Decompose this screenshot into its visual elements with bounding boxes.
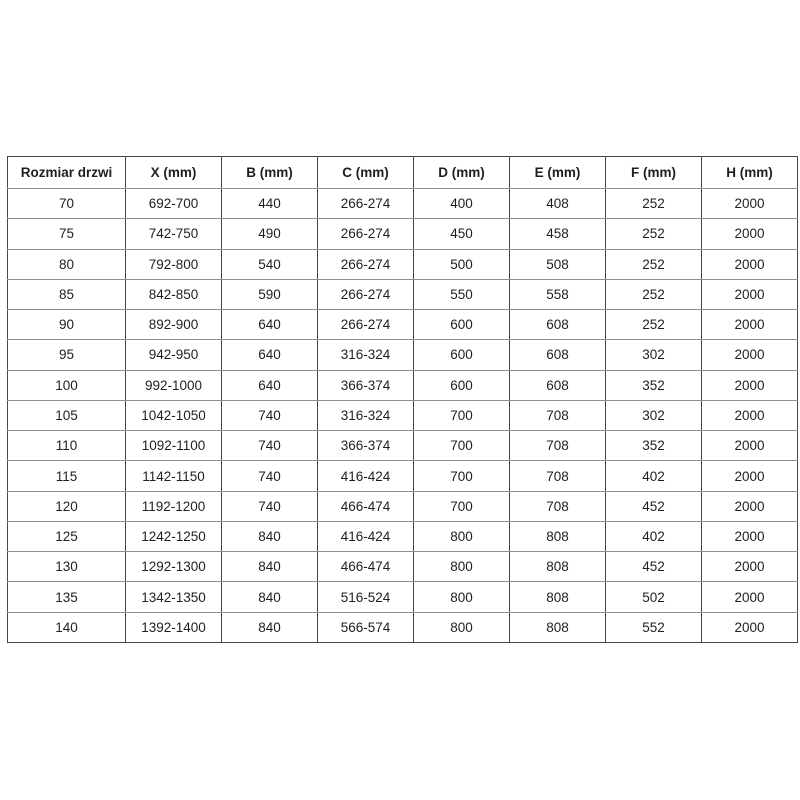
cell-e-mm: 558 — [510, 279, 606, 309]
cell-e-mm: 408 — [510, 189, 606, 219]
cell-x-mm: 1242-1250 — [126, 521, 222, 551]
cell-c-mm: 266-274 — [318, 249, 414, 279]
cell-d-mm: 800 — [414, 582, 510, 612]
table-row — [8, 370, 798, 400]
column-header-b-mm: B (mm) — [222, 157, 318, 189]
cell-d-mm: 800 — [414, 521, 510, 551]
cell-x-mm: 892-900 — [126, 310, 222, 340]
table-row — [8, 400, 798, 430]
cell-d-mm: 500 — [414, 249, 510, 279]
cell-e-mm: 808 — [510, 521, 606, 551]
cell-h-mm: 2000 — [702, 249, 798, 279]
column-header-x-mm: X (mm) — [126, 157, 222, 189]
table-row — [8, 491, 798, 521]
cell-e-mm: 608 — [510, 370, 606, 400]
cell-d-mm: 700 — [414, 491, 510, 521]
cell-rozmiar-drzwi: 75 — [8, 219, 126, 249]
cell-f-mm: 352 — [606, 431, 702, 461]
cell-x-mm: 842-850 — [126, 279, 222, 309]
cell-f-mm: 302 — [606, 400, 702, 430]
column-header-d-mm: D (mm) — [414, 157, 510, 189]
cell-e-mm: 808 — [510, 582, 606, 612]
cell-f-mm: 302 — [606, 340, 702, 370]
cell-f-mm: 252 — [606, 279, 702, 309]
cell-c-mm: 266-274 — [318, 189, 414, 219]
cell-b-mm: 540 — [222, 249, 318, 279]
cell-c-mm: 366-374 — [318, 431, 414, 461]
cell-h-mm: 2000 — [702, 521, 798, 551]
cell-h-mm: 2000 — [702, 582, 798, 612]
cell-x-mm: 1092-1100 — [126, 431, 222, 461]
cell-h-mm: 2000 — [702, 612, 798, 642]
cell-rozmiar-drzwi: 85 — [8, 279, 126, 309]
cell-e-mm: 708 — [510, 431, 606, 461]
cell-e-mm: 708 — [510, 400, 606, 430]
cell-x-mm: 1142-1150 — [126, 461, 222, 491]
cell-c-mm: 316-324 — [318, 400, 414, 430]
cell-f-mm: 502 — [606, 582, 702, 612]
cell-rozmiar-drzwi: 100 — [8, 370, 126, 400]
cell-d-mm: 600 — [414, 340, 510, 370]
cell-d-mm: 550 — [414, 279, 510, 309]
cell-e-mm: 608 — [510, 310, 606, 340]
cell-h-mm: 2000 — [702, 310, 798, 340]
header-row — [8, 157, 798, 189]
cell-rozmiar-drzwi: 120 — [8, 491, 126, 521]
table-row — [8, 582, 798, 612]
cell-rozmiar-drzwi: 125 — [8, 521, 126, 551]
cell-c-mm: 416-424 — [318, 521, 414, 551]
column-header-c-mm: C (mm) — [318, 157, 414, 189]
cell-h-mm: 2000 — [702, 491, 798, 521]
table-body — [8, 189, 798, 643]
cell-rozmiar-drzwi: 135 — [8, 582, 126, 612]
cell-h-mm: 2000 — [702, 431, 798, 461]
cell-b-mm: 640 — [222, 370, 318, 400]
cell-b-mm: 740 — [222, 431, 318, 461]
cell-b-mm: 840 — [222, 521, 318, 551]
cell-b-mm: 590 — [222, 279, 318, 309]
cell-rozmiar-drzwi: 115 — [8, 461, 126, 491]
table-row — [8, 552, 798, 582]
column-header-f-mm: F (mm) — [606, 157, 702, 189]
cell-f-mm: 252 — [606, 310, 702, 340]
cell-b-mm: 840 — [222, 612, 318, 642]
cell-c-mm: 416-424 — [318, 461, 414, 491]
cell-b-mm: 740 — [222, 461, 318, 491]
cell-f-mm: 252 — [606, 249, 702, 279]
cell-f-mm: 452 — [606, 552, 702, 582]
cell-h-mm: 2000 — [702, 552, 798, 582]
cell-c-mm: 566-574 — [318, 612, 414, 642]
cell-d-mm: 800 — [414, 552, 510, 582]
table-row — [8, 521, 798, 551]
column-header-e-mm: E (mm) — [510, 157, 606, 189]
cell-b-mm: 440 — [222, 189, 318, 219]
cell-x-mm: 992-1000 — [126, 370, 222, 400]
cell-c-mm: 316-324 — [318, 340, 414, 370]
column-header-h-mm: H (mm) — [702, 157, 798, 189]
cell-x-mm: 1292-1300 — [126, 552, 222, 582]
cell-rozmiar-drzwi: 90 — [8, 310, 126, 340]
cell-d-mm: 600 — [414, 310, 510, 340]
table-row — [8, 279, 798, 309]
cell-rozmiar-drzwi: 95 — [8, 340, 126, 370]
cell-e-mm: 708 — [510, 461, 606, 491]
cell-c-mm: 366-374 — [318, 370, 414, 400]
cell-f-mm: 352 — [606, 370, 702, 400]
cell-b-mm: 640 — [222, 310, 318, 340]
door-size-table — [7, 156, 798, 643]
cell-c-mm: 466-474 — [318, 491, 414, 521]
table-row — [8, 612, 798, 642]
cell-h-mm: 2000 — [702, 219, 798, 249]
cell-d-mm: 700 — [414, 431, 510, 461]
cell-b-mm: 490 — [222, 219, 318, 249]
cell-d-mm: 700 — [414, 461, 510, 491]
cell-d-mm: 400 — [414, 189, 510, 219]
cell-e-mm: 708 — [510, 491, 606, 521]
cell-b-mm: 640 — [222, 340, 318, 370]
cell-c-mm: 266-274 — [318, 279, 414, 309]
cell-x-mm: 692-700 — [126, 189, 222, 219]
cell-x-mm: 742-750 — [126, 219, 222, 249]
cell-e-mm: 458 — [510, 219, 606, 249]
table-row — [8, 219, 798, 249]
cell-f-mm: 552 — [606, 612, 702, 642]
cell-h-mm: 2000 — [702, 340, 798, 370]
cell-x-mm: 1192-1200 — [126, 491, 222, 521]
cell-h-mm: 2000 — [702, 189, 798, 219]
table-row — [8, 431, 798, 461]
cell-c-mm: 266-274 — [318, 219, 414, 249]
cell-e-mm: 808 — [510, 612, 606, 642]
column-header-rozmiar-drzwi: Rozmiar drzwi — [8, 157, 126, 189]
cell-h-mm: 2000 — [702, 370, 798, 400]
cell-d-mm: 450 — [414, 219, 510, 249]
cell-d-mm: 600 — [414, 370, 510, 400]
cell-f-mm: 252 — [606, 219, 702, 249]
cell-x-mm: 792-800 — [126, 249, 222, 279]
table-row — [8, 249, 798, 279]
table-row — [8, 340, 798, 370]
cell-rozmiar-drzwi: 105 — [8, 400, 126, 430]
cell-h-mm: 2000 — [702, 400, 798, 430]
cell-f-mm: 452 — [606, 491, 702, 521]
cell-c-mm: 516-524 — [318, 582, 414, 612]
cell-rozmiar-drzwi: 110 — [8, 431, 126, 461]
cell-x-mm: 942-950 — [126, 340, 222, 370]
cell-rozmiar-drzwi: 70 — [8, 189, 126, 219]
table-row — [8, 310, 798, 340]
cell-b-mm: 740 — [222, 491, 318, 521]
cell-b-mm: 740 — [222, 400, 318, 430]
cell-b-mm: 840 — [222, 552, 318, 582]
cell-e-mm: 608 — [510, 340, 606, 370]
cell-c-mm: 466-474 — [318, 552, 414, 582]
door-size-table-container — [7, 156, 797, 643]
table-row — [8, 189, 798, 219]
cell-e-mm: 508 — [510, 249, 606, 279]
cell-b-mm: 840 — [222, 582, 318, 612]
cell-f-mm: 402 — [606, 521, 702, 551]
cell-f-mm: 402 — [606, 461, 702, 491]
cell-d-mm: 700 — [414, 400, 510, 430]
cell-rozmiar-drzwi: 130 — [8, 552, 126, 582]
cell-rozmiar-drzwi: 140 — [8, 612, 126, 642]
cell-e-mm: 808 — [510, 552, 606, 582]
cell-d-mm: 800 — [414, 612, 510, 642]
table-row — [8, 461, 798, 491]
cell-x-mm: 1392-1400 — [126, 612, 222, 642]
cell-rozmiar-drzwi: 80 — [8, 249, 126, 279]
cell-h-mm: 2000 — [702, 461, 798, 491]
cell-x-mm: 1342-1350 — [126, 582, 222, 612]
cell-x-mm: 1042-1050 — [126, 400, 222, 430]
cell-f-mm: 252 — [606, 189, 702, 219]
cell-c-mm: 266-274 — [318, 310, 414, 340]
cell-h-mm: 2000 — [702, 279, 798, 309]
